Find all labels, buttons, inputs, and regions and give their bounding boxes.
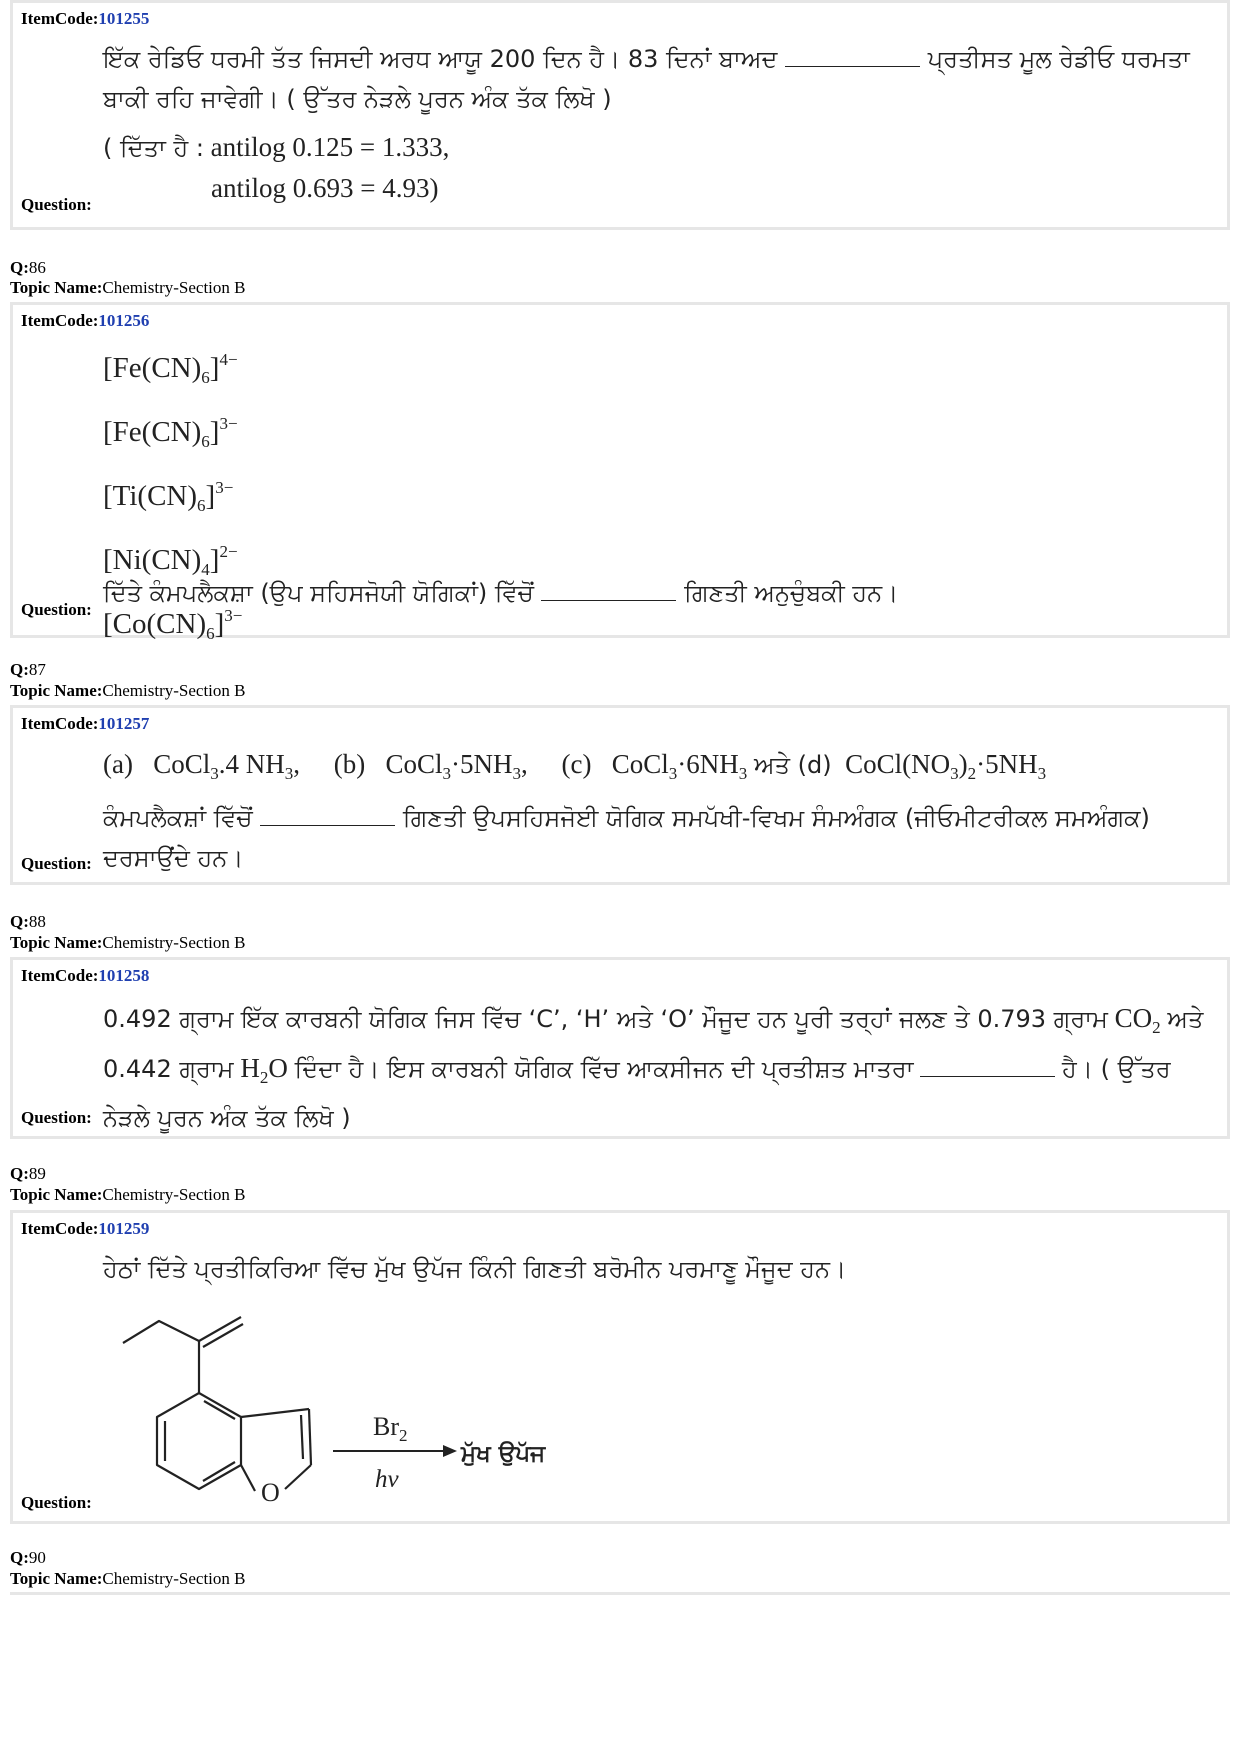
question-text: ਦਿੱਤੇ ਕੰਮਪਲੈਕਸ਼ਾ (ਉਪ ਸਹਿਸਜੋਯੀ ਯੋਗਿਕਾਂ) ਵਿੱਚੋਂ ਗਿਣਤੀ ਅਨੁਚੁੰਬਕੀ ਹਨ।: [103, 579, 899, 607]
question-number-86: Q:86: [10, 258, 46, 277]
question-card-89: [10, 1210, 1230, 1524]
itemcode: ItemCode:101258: [21, 966, 150, 985]
question-card-90-top-border: [10, 1592, 1230, 1595]
question-label: Question:: [21, 854, 92, 873]
topic-name: Topic Name:Chemistry-Section B: [10, 681, 246, 700]
itemcode: ItemCode:101257: [21, 714, 150, 733]
topic-name: Topic Name:Chemistry-Section B: [10, 933, 246, 952]
itemcode: ItemCode:101256: [21, 311, 150, 330]
question-number-88: Q:88: [10, 912, 46, 931]
question-card-88: [10, 957, 1230, 1139]
reaction-scheme: [103, 1295, 803, 1525]
question-number-89: Q:89: [10, 1164, 46, 1183]
topic-name: Topic Name:Chemistry-Section B: [10, 278, 246, 297]
answer-blank: [260, 805, 395, 826]
question-label: Question:: [21, 195, 92, 214]
oxygen-atom: O: [261, 1478, 280, 1507]
itemcode: ItemCode:101255: [21, 9, 150, 28]
answer-blank: [785, 46, 920, 67]
reagent-label: $Br_2$: [373, 1412, 408, 1445]
question-text: 0.492 ਗ੍ਰਾਮ ਇੱਕ ਕਾਰਬਨੀ ਯੋਗਿਕ ਜਿਸ ਵਿੱਚ ‘C’, ‘H’ ਅਤੇ ‘O’ ਮੌਜੂਦ ਹਨ ਪੂਰੀ ਤਰ੍ਹਾਂ ਜਲਣ ਤੇ 0.793 ਗ੍ਰਾਮ $CO_2$ ਅਤੇ 0.442 ਗ੍ਰਾਮ $H_2O$ ਦਿੰਦਾ ਹੈ। ਇਸ ਕਾਰਬਨੀ ਯੋਗਿਕ ਵਿੱਚ ਆਕਸੀਜਨ ਦੀ ਪ੍ਰਤੀਸ਼ਤ ਮਾਤਰਾ ਹੈ। ( ਉੱਤਰ ਨੇੜਲੇ ਪੂਰਨ ਅੰਕ ਤੱਕ ਲਿਖੋ ): [103, 1003, 1204, 1132]
product-label: ਮੁੱਖ ਉਪੱਜ: [461, 1441, 546, 1467]
answer-blank: [541, 580, 676, 601]
question-card-86: [10, 302, 1230, 643]
complex-list: $[Fe(CN)_6]^{4-}$ $[Fe(CN)_6]^{3-}$ $[Ti(CN)_6]^{3-}$ $[Ni(CN)_4]^{2-}$ $[Co(CN)_6]^{3-}$: [103, 350, 243, 643]
question-number-90: Q:90: [10, 1548, 46, 1567]
itemcode: ItemCode:101259: [21, 1219, 150, 1238]
question-card-85: [10, 0, 1230, 230]
question-label: Question:: [21, 1493, 92, 1512]
benzofuran-structure: [123, 1317, 311, 1491]
question-text: ਇੱਕ ਰੇਡਿਓ ਧਰਮੀ ਤੱਤ ਜਿਸਦੀ ਅਰਧ ਆਯੂ 200 ਦਿਨ ਹੈ। 83 ਦਿਨਾਂ ਬਾਅਦ ਪ੍ਰਤੀਸਤ ਮੂਲ ਰੇਡੀਓ ਧਰਮਤਾ ਬਾਕੀ ਰਹਿ ਜਾਵੇਗੀ। ( ਉੱਤਰ ਨੇੜਲੇ ਪੂਰਨ ਅੰਕ ਤੱਕ ਲਿਖੋ ) ( ਦਿੱਤਾ ਹੈ : antilog 0.125 = 1.333, antilog 0.693 = 4.93): [103, 45, 1190, 203]
topic-name: Topic Name:Chemistry-Section B: [10, 1185, 246, 1204]
topic-name: Topic Name:Chemistry-Section B: [10, 1569, 246, 1588]
question-label: Question:: [21, 600, 92, 619]
question-text: ਹੇਠਾਂ ਦਿੱਤੇ ਪ੍ਰਤੀਕਿਰਿਆ ਵਿੱਚ ਮੁੱਖ ਉਪੱਜ ਕਿੰਨੀ ਗਿਣਤੀ ਬਰੋਮੀਨ ਪਰਮਾਣੂ ਮੌਜੂਦ ਹਨ।: [103, 1255, 847, 1283]
reaction-arrow: [333, 1445, 457, 1457]
answer-blank: [920, 1056, 1055, 1077]
question-card-87: [10, 705, 1230, 885]
question-text: (a) CoCl$_3$.4 $NH_3$, (b) $CoCl_3\cdot 5NH_3$, (c) $CoCl_3\cdot 6NH_3$ ਅਤੇ (d) $CoCl(NO_3)_2\cdot 5NH_3$ ਕੰਮਪਲੈਕਸ਼ਾਂ ਵਿੱਚੋਂ ਗਿਣਤੀ ਉਪਸਹਿਸਜੋਈ ਯੋਗਿਕ ਸਮਪੱਖੀ-ਵਿਖਮ ਸੰਮਅੰਗਕ (ਜੀਓਮੀਟਰੀਕਲ ਸਮਅੰਗਕ) ਦਰਸਾਉਂਦੇ ਹਨ।: [103, 749, 1150, 872]
condition-label: hν: [375, 1466, 399, 1493]
question-label: Question:: [21, 1108, 92, 1127]
question-number-87: Q:87: [10, 660, 46, 679]
